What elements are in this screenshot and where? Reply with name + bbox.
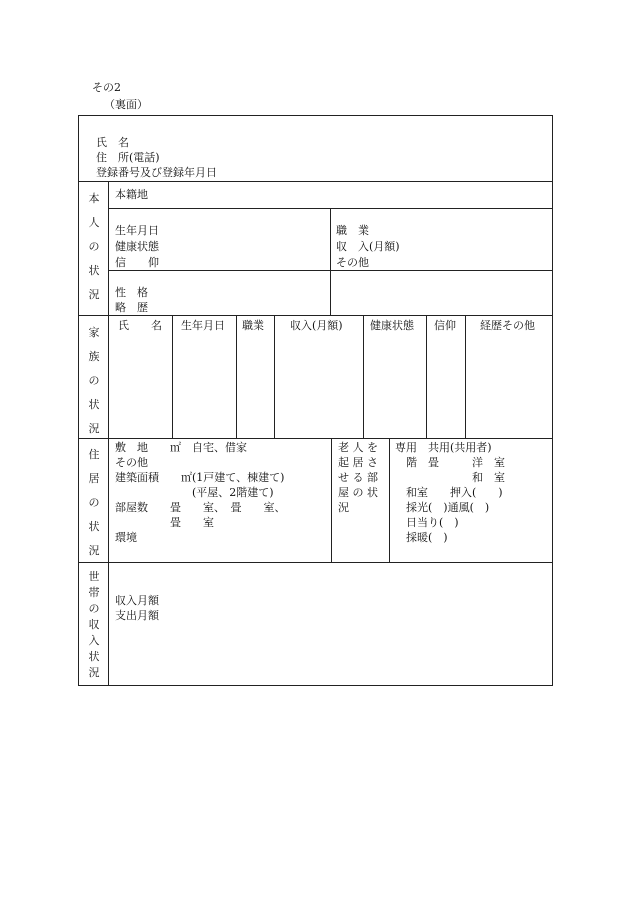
environment-label: 環境 bbox=[115, 531, 137, 544]
self-mid-divider bbox=[330, 208, 331, 315]
rooms-label: 部屋数 畳 室、 畳 室、 bbox=[115, 501, 286, 514]
family-col-divider-1 bbox=[172, 315, 173, 438]
monthly-expense-label: 支出月額 bbox=[115, 609, 159, 622]
room-detail-line-1: 専用 共用(共用者) bbox=[395, 441, 492, 454]
job-label: 職 業 bbox=[336, 224, 369, 237]
family-section-divider bbox=[78, 438, 552, 439]
family-col-name: 氏 名 bbox=[118, 319, 162, 332]
form-part-number: その2 bbox=[92, 81, 121, 94]
monthly-income-label: 収入月額 bbox=[115, 594, 159, 607]
health-label: 健康状態 bbox=[115, 240, 159, 253]
family-col-income: 収入(月額) bbox=[290, 319, 343, 332]
form-side-label: （裏面） bbox=[104, 98, 148, 111]
family-col-job: 職業 bbox=[242, 319, 264, 332]
faith-label: 信 仰 bbox=[115, 256, 159, 269]
elder-room-line-4: 屋 の 状 bbox=[338, 486, 378, 499]
room-detail-line-2: 階 畳 洋 室 bbox=[395, 456, 505, 469]
domicile-label: 本籍地 bbox=[115, 188, 148, 201]
name-label: 氏 名 bbox=[96, 136, 129, 149]
housing-divider-1 bbox=[331, 438, 332, 562]
housing-other-label: その他 bbox=[115, 456, 148, 469]
rooms-label-2: 畳 室 bbox=[115, 516, 214, 529]
room-detail-line-4: 和室 押入( ) bbox=[395, 486, 503, 499]
family-col-divider-4 bbox=[363, 315, 364, 438]
family-col-faith: 信仰 bbox=[434, 319, 456, 332]
elder-room-line-3: せ る 部 bbox=[338, 471, 378, 484]
self-section-label: 本 人 の 状 況 bbox=[88, 192, 100, 301]
housing-section-divider bbox=[78, 562, 552, 563]
elder-room-line-2: 起 居 さ bbox=[338, 456, 378, 469]
family-col-history: 経歴その他 bbox=[480, 319, 535, 332]
family-col-divider-5 bbox=[426, 315, 427, 438]
registration-label: 登録番号及び登録年月日 bbox=[96, 166, 217, 179]
building-area-label: 建築面積 ㎡(1戸建て、棟建て) bbox=[115, 471, 285, 484]
elder-room-line-5: 況 bbox=[338, 501, 349, 514]
elder-room-line-1: 老 人 を bbox=[338, 441, 378, 454]
housing-section-label: 住 居 の 状 況 bbox=[88, 448, 100, 557]
family-col-divider-2 bbox=[236, 315, 237, 438]
room-detail-line-3: 和 室 bbox=[395, 471, 505, 484]
family-section-label: 家 族 の 状 況 bbox=[88, 326, 100, 435]
family-col-health: 健康状態 bbox=[370, 319, 414, 332]
label-column-divider bbox=[108, 181, 109, 685]
character-label: 性 格 bbox=[115, 286, 148, 299]
birth-label: 生年月日 bbox=[115, 224, 159, 237]
room-detail-line-7: 採暖( ) bbox=[395, 531, 448, 544]
floors-label: (平屋、2階建て) bbox=[115, 486, 274, 499]
room-detail-line-6: 日当り( ) bbox=[395, 516, 459, 529]
family-col-birth: 生年月日 bbox=[181, 319, 225, 332]
address-label: 住 所(電話) bbox=[96, 151, 160, 164]
identity-divider bbox=[78, 181, 552, 182]
self-section-divider bbox=[78, 315, 552, 316]
history-label: 略 歴 bbox=[115, 301, 148, 314]
household-section-label: 世 帯 の 収 入 状 況 bbox=[88, 570, 100, 679]
family-col-divider-6 bbox=[465, 315, 466, 438]
housing-divider-2 bbox=[389, 438, 390, 562]
room-detail-line-5: 採光( )通風( ) bbox=[395, 501, 490, 514]
self-row-divider bbox=[108, 270, 552, 271]
other-label: その他 bbox=[336, 256, 369, 269]
family-col-divider-3 bbox=[274, 315, 275, 438]
income-label: 収 入(月額) bbox=[336, 240, 400, 253]
site-area-label: 敷 地 ㎡ 自宅、借家 bbox=[115, 441, 247, 454]
